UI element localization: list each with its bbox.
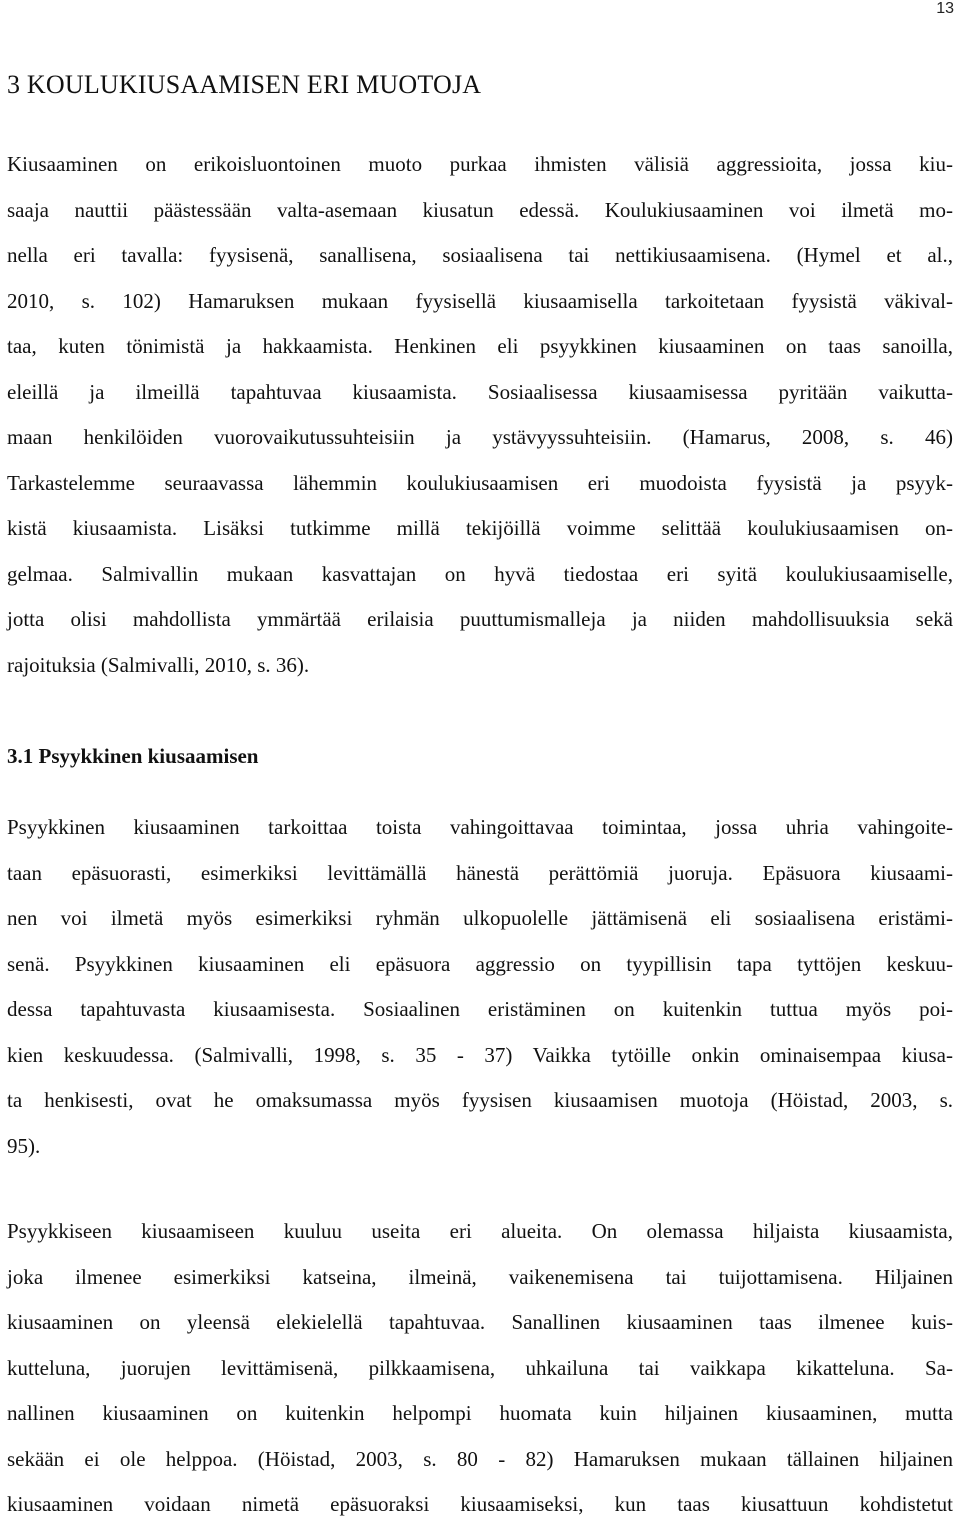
- text-line: jotta olisi mahdollista ymmärtää erilaisia puuttumismalleja ja niiden mahdollisuuksia sekä: [7, 607, 953, 631]
- text-line: gelmaa. Salmivallin mukaan kasvattajan on hyvä tiedostaa eri syitä koulukiusaamiselle,: [7, 561, 953, 586]
- text-line: joka ilmenee esimerkiksi katseina, ilmeinä, vaikenemisena tai tuijottamisena. Hiljainen: [7, 1264, 953, 1289]
- text-line: Psyykkiseen kiusaamiseen kuuluu useita eri alueita. On olemassa hiljaista kiusaamista,: [7, 1219, 953, 1243]
- text-line: nen voi ilmetä myös esimerkiksi ryhmän ulkopuolelle jättämisenä eli sosiaalisena eristämi-: [7, 906, 953, 930]
- section-heading: 3.1 Psyykkinen kiusaamisen: [7, 744, 259, 768]
- text-line: kiusaaminen voidaan nimetä epäsuoraksi kiusaamiseksi, kun taas kiusattuun kohdistetut: [7, 1492, 953, 1516]
- text-line: rajoituksia (Salmivalli, 2010, s. 36).: [7, 652, 310, 677]
- text-line: ta henkisesti, ovat he omaksumassa myös fyysisen kiusaamisen muotoja (Höistad, 2003, s.: [7, 1088, 953, 1112]
- text-line: saaja nauttii päästessään valta-asemaan kiusatun edessä. Koulukiusaaminen voi ilmetä mo-: [7, 197, 953, 222]
- text-line: senä. Psyykkinen kiusaaminen eli epäsuora aggressio on tyypillisin tapa tyttöjen keskuu-: [7, 951, 953, 976]
- text-line: dessa tapahtuvasta kiusaamisesta. Sosiaalinen eristäminen on kuitenkin tuttua myös poi-: [7, 997, 953, 1021]
- text-line: kiusaaminen on yleensä elekielellä tapahtuvaa. Sanallinen kiusaaminen taas ilmenee kuis-: [7, 1310, 953, 1334]
- section-paragraph-2: [7, 1209, 953, 1528]
- text-line: kien keskuudessa. (Salmivalli, 1998, s. 35 - 37) Vaikka tytöille onkin ominaisempaa kiusa-: [7, 1042, 953, 1067]
- text-line: taa, kuten tönimistä ja hakkaamista. Henkinen eli psyykkinen kiusaaminen on taas sanoilla,: [7, 334, 953, 358]
- text-line: nella eri tavalla: fyysisenä, sanallisena, sosiaalisena tai nettikiusaamisena. (Hymel et al.,: [7, 243, 953, 267]
- text-line: 2010, s. 102) Hamaruksen mukaan fyysisellä kiusaamisella tarkoitetaan fyysistä väkival-: [7, 288, 953, 313]
- text-line: taan epäsuorasti, esimerkiksi levittämällä hänestä perättömiä juoruja. Epäsuora kiusaami-: [7, 860, 953, 885]
- text-line: nallinen kiusaaminen on kuitenkin helpompi huomata kuin hiljainen kiusaaminen, mutta: [7, 1401, 953, 1425]
- text-line: eleillä ja ilmeillä tapahtuvaa kiusaamista. Sosiaalisessa kiusaamisessa pyritään vaikutta-: [7, 379, 953, 404]
- text-line: maan henkilöiden vuorovaikutussuhteisiin ja ystävyyssuhteisiin. (Hamarus, 2008, s. 46): [7, 425, 953, 449]
- text-line: kutteluna, juorujen levittämisenä, pilkkaamisena, uhkailuna tai vaikkapa kikatteluna. Sa-: [7, 1355, 953, 1380]
- text-line: sekään ei ole helppoa. (Höistad, 2003, s. 80 - 82) Hamaruksen mukaan tällainen hiljainen: [7, 1446, 953, 1471]
- text-line: Psyykkinen kiusaaminen tarkoittaa toista vahingoittavaa toimintaa, jossa uhria vahingoite-: [7, 815, 953, 839]
- section-paragraph-1: [7, 805, 953, 1169]
- page-number: 13: [936, 0, 954, 17]
- text-line: kistä kiusaamista. Lisäksi tutkimme millä tekijöillä voimme selittää koulukiusaamisen on-: [7, 516, 953, 540]
- intro-paragraph: [7, 142, 953, 688]
- text-line: 95).: [7, 1133, 41, 1158]
- chapter-heading: 3 KOULUKIUSAAMISEN ERI MUOTOJA: [7, 70, 482, 99]
- text-line: Tarkastelemme seuraavassa lähemmin koulukiusaamisen eri muodoista fyysistä ja psyyk-: [7, 470, 953, 495]
- text-line: Kiusaaminen on erikoisluontoinen muoto purkaa ihmisten välisiä aggressioita, jossa kiu-: [7, 152, 953, 176]
